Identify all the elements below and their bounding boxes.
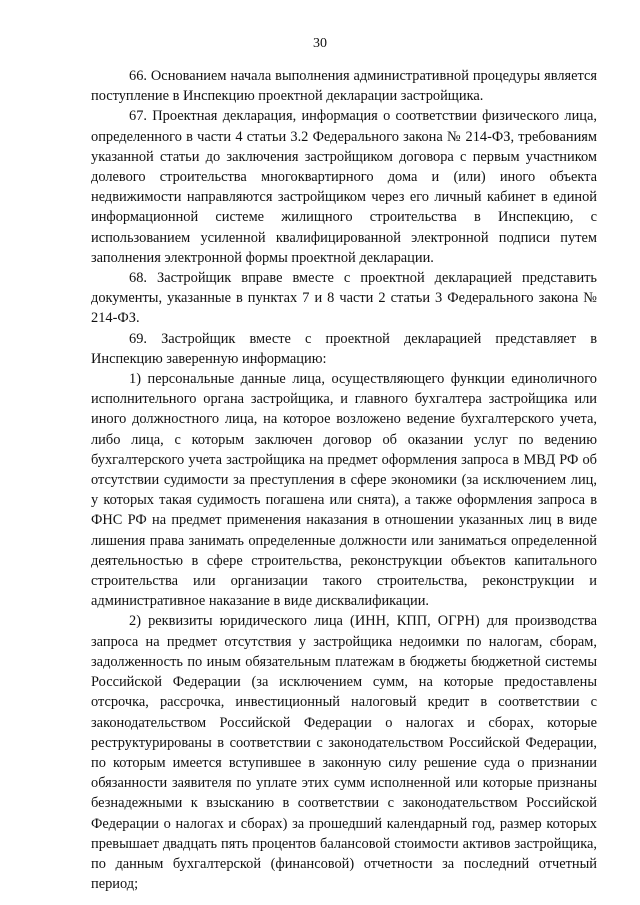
- document-body: [91, 66, 597, 894]
- page-number: 30: [313, 36, 327, 51]
- paragraph-66: 66. Основанием начала выполнения административной процедуры является поступление в Инспекцию проектной декларации застройщика.: [91, 68, 597, 105]
- paragraph-68: 68. Застройщик вправе вместе с проектной декларацией представить документы, указанные в пунктах 7 и 8 части 2 статьи 3 Федерального закона № 214-ФЗ.: [91, 270, 597, 327]
- paragraph-69-item-2: 2) реквизиты юридического лица (ИНН, КПП, ОГРН) для производства запроса на предмет отсутствия у застройщика недоимки по налогам, сборам, задолженность по иным обязательным платежам в бюджеты бюджетной системы Российской Федерации (за исключением сумм, на которые предоставлены отсрочка, рассрочка, инвестиционный налоговый кредит в соответствии с законодательством Российской Федерации о налогах и сборах, которые реструктурированы в соответствии с законодательством Российской Федерации, по которым имеется вступившее в законную силу решение суда о признании обязанности заявителя по уплате этих сумм исполненной или которые признаны безнадежными к взысканию в соответствии с законодательством Российской Федерации о налогах и сборах) за прошедший календарный год, размер которых превышает двадцать пять процентов балансовой стоимости активов застройщика, по данным бухгалтерской (финансовой) отчетности за последний отчетный период;: [91, 613, 597, 893]
- paragraph-69-item-1: 1) персональные данные лица, осуществляющего функции единоличного исполнительного органа застройщика, и главного бухгалтера застройщика или иного должностного лица, на которое возложено ведение бухгалтерского учета, либо лица, с которым заключен договор об оказании услуг по ведению бухгалтерского учета застройщика на предмет оформления запроса в МВД РФ об отсутствии судимости за преступления в сфере экономики (за исключением лиц, у которых такая судимость погашена или снята), а также оформления запроса в ФНС РФ на предмет применения наказания в отношении указанных лиц в виде лишения права занимать определенные должности или заниматься определенной деятельностью в сфере строительства, реконструкции объектов капитального строительства или организации такого строительства, реконструкции и административное наказание в виде дисквалификации.: [91, 371, 597, 610]
- paragraph-67: 67. Проектная декларация, информация о соответствии физического лица, определенного в части 4 статьи 3.2 Федерального закона № 214-ФЗ, требованиям указанной статьи до заключения застройщиком договора с первым участником долевого строительства многоквартирного дома и (или) иного объекта недвижимости направляются застройщиком через его личный кабинет в единой информационной системе жилищного строительства в Инспекцию, с использованием усиленной квалифицированной электронной подписи путем заполнения электронной формы проектной декларации.: [91, 108, 597, 266]
- paragraph-69: 69. Застройщик вместе с проектной декларацией представляет в Инспекцию заверенную информацию:: [91, 330, 597, 367]
